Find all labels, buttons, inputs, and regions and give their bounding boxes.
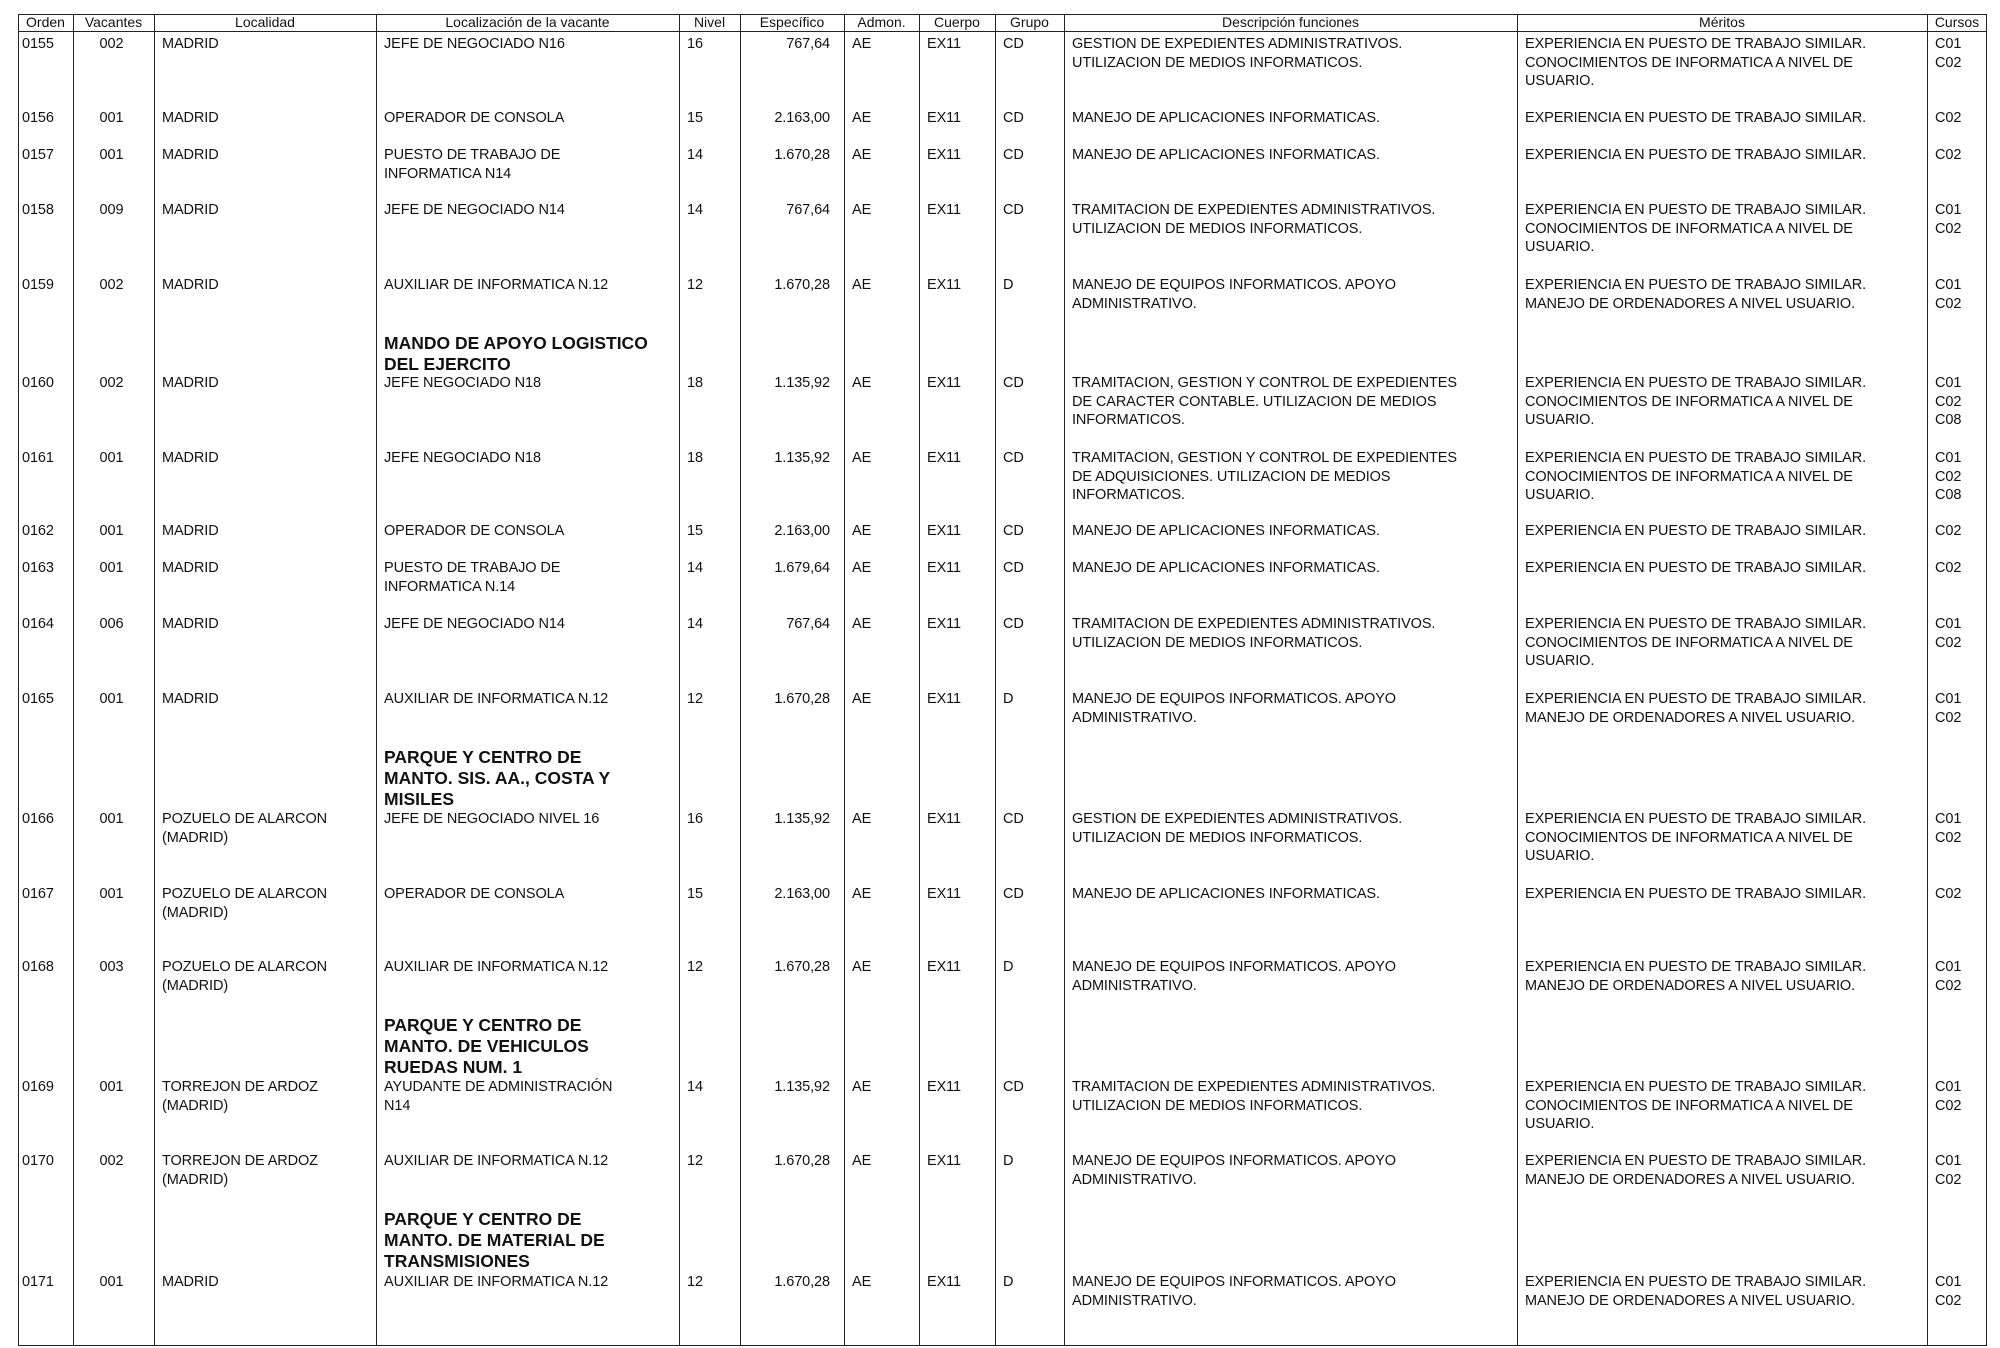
column-divider	[919, 14, 920, 1346]
cell-descripcion: MANEJO DE EQUIPOS INFORMATICOS. APOYO ADMINISTRATIVO.	[1072, 691, 1396, 726]
cell-admon: AE	[852, 959, 872, 975]
cell-localidad: MADRID	[162, 450, 219, 466]
cell-admon: AE	[852, 36, 872, 52]
cell-descripcion: MANEJO DE EQUIPOS INFORMATICOS. APOYO ADMINISTRATIVO.	[1072, 1153, 1396, 1188]
cell-puesto: JEFE DE NEGOCIADO N14	[384, 616, 565, 632]
cell-puesto: JEFE DE NEGOCIADO N16	[384, 36, 565, 52]
cell-puesto: OPERADOR DE CONSOLA	[384, 886, 565, 902]
cell-grupo: D	[1003, 959, 1014, 975]
cell-descripcion: TRAMITACION DE EXPEDIENTES ADMINISTRATIVOS. UTILIZACION DE MEDIOS INFORMATICOS.	[1072, 1079, 1436, 1114]
cell-cuerpo: EX11	[927, 959, 961, 975]
cell-admon: AE	[852, 110, 872, 126]
cell-orden: 0158	[22, 202, 54, 218]
cell-descripcion: TRAMITACION, GESTION Y CONTROL DE EXPEDIENTES DE CARACTER CONTABLE. UTILIZACION DE MEDIOS INFORMATICOS.	[1072, 375, 1457, 429]
cell-meritos: EXPERIENCIA EN PUESTO DE TRABAJO SIMILAR.	[1525, 110, 1867, 126]
cell-admon: AE	[852, 1153, 872, 1169]
column-header-cuerpo: Cuerpo	[934, 14, 980, 30]
cell-orden: 0157	[22, 147, 54, 163]
cell-vacantes: 002	[99, 277, 124, 293]
cell-orden: 0161	[22, 450, 54, 466]
cell-puesto: AUXILIAR DE INFORMATICA N.12	[384, 1153, 609, 1169]
cell-admon: AE	[852, 523, 872, 539]
cell-grupo: CD	[1003, 811, 1024, 827]
cell-orden: 0171	[22, 1274, 54, 1290]
cell-cuerpo: EX11	[927, 277, 961, 293]
cell-descripcion: TRAMITACION, GESTION Y CONTROL DE EXPEDIENTES DE ADQUISICIONES. UTILIZACION DE MEDIOS INFORMATICOS.	[1072, 450, 1457, 504]
header-divider	[18, 31, 1987, 32]
cell-puesto: AYUDANTE DE ADMINISTRACIÓN N14	[384, 1079, 613, 1114]
cell-meritos: EXPERIENCIA EN PUESTO DE TRABAJO SIMILAR. CONOCIMIENTOS DE INFORMATICA A NIVEL DE USUARIO.	[1525, 375, 1867, 429]
cell-cursos: C02	[1935, 147, 1962, 163]
cell-grupo: D	[1003, 1274, 1014, 1290]
cell-nivel: 14	[687, 560, 703, 576]
cell-especifico: 1.135,92	[774, 375, 830, 391]
cell-grupo: CD	[1003, 202, 1024, 218]
cell-descripcion: MANEJO DE EQUIPOS INFORMATICOS. APOYO ADMINISTRATIVO.	[1072, 959, 1396, 994]
cell-nivel: 14	[687, 616, 703, 632]
cell-cursos: C01 C02	[1935, 36, 1962, 71]
cell-especifico: 1.135,92	[774, 811, 830, 827]
cell-especifico: 1.670,28	[774, 1153, 830, 1169]
cell-meritos: EXPERIENCIA EN PUESTO DE TRABAJO SIMILAR. CONOCIMIENTOS DE INFORMATICA A NIVEL DE USUARIO.	[1525, 811, 1867, 865]
cell-especifico: 1.135,92	[774, 1079, 830, 1095]
column-divider	[740, 14, 741, 1346]
cell-especifico: 1.670,28	[774, 147, 830, 163]
cell-orden: 0155	[22, 36, 54, 52]
cell-meritos: EXPERIENCIA EN PUESTO DE TRABAJO SIMILAR. MANEJO DE ORDENADORES A NIVEL USUARIO.	[1525, 959, 1867, 994]
cell-nivel: 15	[687, 523, 703, 539]
cell-descripcion: TRAMITACION DE EXPEDIENTES ADMINISTRATIVOS. UTILIZACION DE MEDIOS INFORMATICOS.	[1072, 202, 1436, 237]
cell-especifico: 1.670,28	[774, 1274, 830, 1290]
cell-especifico: 2.163,00	[774, 523, 830, 539]
cell-cursos: C01 C02 C08	[1935, 375, 1962, 429]
cell-nivel: 15	[687, 110, 703, 126]
cell-vacantes: 001	[99, 523, 124, 539]
cell-nivel: 18	[687, 375, 703, 391]
column-divider	[1517, 14, 1518, 1346]
cell-cursos: C01 C02 C08	[1935, 450, 1962, 504]
cell-puesto: AUXILIAR DE INFORMATICA N.12	[384, 959, 609, 975]
cell-grupo: CD	[1003, 375, 1024, 391]
cell-cuerpo: EX11	[927, 560, 961, 576]
cell-vacantes: 001	[99, 691, 124, 707]
column-divider	[1064, 14, 1065, 1346]
cell-orden: 0159	[22, 277, 54, 293]
cell-meritos: EXPERIENCIA EN PUESTO DE TRABAJO SIMILAR. CONOCIMIENTOS DE INFORMATICA A NIVEL DE USUARIO.	[1525, 450, 1867, 504]
cell-admon: AE	[852, 375, 872, 391]
cell-grupo: D	[1003, 691, 1014, 707]
cell-cursos: C01 C02	[1935, 277, 1962, 312]
column-header-meritos: Méritos	[1699, 14, 1745, 30]
cell-localidad: MADRID	[162, 1274, 219, 1290]
cell-localidad: MADRID	[162, 147, 219, 163]
cell-localidad: TORREJON DE ARDOZ (MADRID)	[162, 1153, 318, 1188]
cell-admon: AE	[852, 202, 872, 218]
cell-nivel: 12	[687, 691, 703, 707]
cell-nivel: 12	[687, 1153, 703, 1169]
cell-puesto: PUESTO DE TRABAJO DE INFORMATICA N14	[384, 147, 561, 182]
cell-meritos: EXPERIENCIA EN PUESTO DE TRABAJO SIMILAR.	[1525, 523, 1867, 539]
cell-admon: AE	[852, 616, 872, 632]
cell-localidad: MADRID	[162, 691, 219, 707]
cell-admon: AE	[852, 277, 872, 293]
cell-vacantes: 002	[99, 36, 124, 52]
cell-localidad: MADRID	[162, 375, 219, 391]
cell-orden: 0170	[22, 1153, 54, 1169]
cell-cursos: C01 C02	[1935, 959, 1962, 994]
cell-especifico: 1.135,92	[774, 450, 830, 466]
section-heading: PARQUE Y CENTRO DE MANTO. DE MATERIAL DE TRANSMISIONES	[384, 1209, 605, 1271]
cell-vacantes: 006	[99, 616, 124, 632]
column-divider	[154, 14, 155, 1346]
cell-especifico: 1.670,28	[774, 277, 830, 293]
cell-localidad: POZUELO DE ALARCON (MADRID)	[162, 959, 327, 994]
cell-especifico: 1.670,28	[774, 691, 830, 707]
cell-grupo: CD	[1003, 523, 1024, 539]
cell-nivel: 15	[687, 886, 703, 902]
column-header-localidad: Localidad	[235, 14, 295, 30]
cell-vacantes: 002	[99, 375, 124, 391]
cell-puesto: PUESTO DE TRABAJO DE INFORMATICA N.14	[384, 560, 561, 595]
cell-puesto: JEFE DE NEGOCIADO N14	[384, 202, 565, 218]
cell-admon: AE	[852, 147, 872, 163]
cell-meritos: EXPERIENCIA EN PUESTO DE TRABAJO SIMILAR.	[1525, 560, 1867, 576]
column-header-cursos: Cursos	[1934, 14, 1980, 30]
cell-cuerpo: EX11	[927, 202, 961, 218]
cell-meritos: EXPERIENCIA EN PUESTO DE TRABAJO SIMILAR. CONOCIMIENTOS DE INFORMATICA A NIVEL DE USUARIO.	[1525, 616, 1867, 670]
cell-cursos: C01 C02	[1935, 1153, 1962, 1188]
cell-vacantes: 001	[99, 560, 124, 576]
cell-localidad: MADRID	[162, 560, 219, 576]
column-divider	[376, 14, 377, 1346]
cell-localidad: MADRID	[162, 202, 219, 218]
cell-grupo: CD	[1003, 110, 1024, 126]
cell-grupo: CD	[1003, 450, 1024, 466]
cell-nivel: 16	[687, 811, 703, 827]
cell-grupo: D	[1003, 277, 1014, 293]
cell-grupo: CD	[1003, 36, 1024, 52]
column-header-puesto: Localización de la vacante	[445, 14, 610, 30]
cell-especifico: 1.670,28	[774, 959, 830, 975]
cell-descripcion: TRAMITACION DE EXPEDIENTES ADMINISTRATIVOS. UTILIZACION DE MEDIOS INFORMATICOS.	[1072, 616, 1436, 651]
cell-descripcion: MANEJO DE EQUIPOS INFORMATICOS. APOYO ADMINISTRATIVO.	[1072, 277, 1396, 312]
cell-cursos: C02	[1935, 886, 1962, 902]
cell-grupo: D	[1003, 1153, 1014, 1169]
cell-localidad: MADRID	[162, 36, 219, 52]
cell-nivel: 14	[687, 1079, 703, 1095]
cell-cuerpo: EX11	[927, 886, 961, 902]
cell-puesto: JEFE NEGOCIADO N18	[384, 375, 541, 391]
column-divider	[1927, 14, 1928, 1346]
cell-localidad: MADRID	[162, 110, 219, 126]
cell-puesto: AUXILIAR DE INFORMATICA N.12	[384, 277, 609, 293]
cell-cursos: C01 C02	[1935, 1274, 1962, 1309]
cell-descripcion: MANEJO DE APLICACIONES INFORMATICAS.	[1072, 560, 1380, 576]
cell-meritos: EXPERIENCIA EN PUESTO DE TRABAJO SIMILAR. CONOCIMIENTOS DE INFORMATICA A NIVEL DE USUARIO.	[1525, 202, 1867, 256]
cell-grupo: CD	[1003, 147, 1024, 163]
section-heading: MANDO DE APOYO LOGISTICO DEL EJERCITO	[384, 333, 648, 374]
cell-cursos: C01 C02	[1935, 616, 1962, 651]
cell-descripcion: MANEJO DE EQUIPOS INFORMATICOS. APOYO ADMINISTRATIVO.	[1072, 1274, 1396, 1309]
cell-especifico: 2.163,00	[774, 110, 830, 126]
cell-cuerpo: EX11	[927, 1274, 961, 1290]
cell-cursos: C02	[1935, 110, 1962, 126]
column-divider	[679, 14, 680, 1346]
cell-grupo: CD	[1003, 616, 1024, 632]
cell-orden: 0160	[22, 375, 54, 391]
column-header-vacantes: Vacantes	[84, 14, 143, 30]
cell-localidad: TORREJON DE ARDOZ (MADRID)	[162, 1079, 318, 1114]
cell-meritos: EXPERIENCIA EN PUESTO DE TRABAJO SIMILAR. CONOCIMIENTOS DE INFORMATICA A NIVEL DE USUARIO.	[1525, 1079, 1867, 1133]
cell-cursos: C01 C02	[1935, 691, 1962, 726]
section-heading: PARQUE Y CENTRO DE MANTO. SIS. AA., COSTA Y MISILES	[384, 747, 611, 809]
cell-meritos: EXPERIENCIA EN PUESTO DE TRABAJO SIMILAR.	[1525, 886, 1867, 902]
cell-meritos: EXPERIENCIA EN PUESTO DE TRABAJO SIMILAR. MANEJO DE ORDENADORES A NIVEL USUARIO.	[1525, 1274, 1867, 1309]
cell-admon: AE	[852, 886, 872, 902]
cell-admon: AE	[852, 450, 872, 466]
cell-nivel: 12	[687, 277, 703, 293]
cell-puesto: JEFE NEGOCIADO N18	[384, 450, 541, 466]
cell-vacantes: 001	[99, 811, 124, 827]
cell-especifico: 2.163,00	[774, 886, 830, 902]
cell-orden: 0168	[22, 959, 54, 975]
cell-descripcion: GESTION DE EXPEDIENTES ADMINISTRATIVOS. UTILIZACION DE MEDIOS INFORMATICOS.	[1072, 811, 1403, 846]
cell-vacantes: 001	[99, 886, 124, 902]
cell-orden: 0165	[22, 691, 54, 707]
cell-descripcion: GESTION DE EXPEDIENTES ADMINISTRATIVOS. UTILIZACION DE MEDIOS INFORMATICOS.	[1072, 36, 1403, 71]
cell-vacantes: 002	[99, 1153, 124, 1169]
cell-especifico: 767,64	[786, 616, 830, 632]
cell-cursos: C01 C02	[1935, 202, 1962, 237]
cell-puesto: AUXILIAR DE INFORMATICA N.12	[384, 1274, 609, 1290]
cell-descripcion: MANEJO DE APLICACIONES INFORMATICAS.	[1072, 110, 1380, 126]
cell-cuerpo: EX11	[927, 523, 961, 539]
cell-localidad: MADRID	[162, 277, 219, 293]
cell-meritos: EXPERIENCIA EN PUESTO DE TRABAJO SIMILAR. MANEJO DE ORDENADORES A NIVEL USUARIO.	[1525, 277, 1867, 312]
cell-grupo: CD	[1003, 1079, 1024, 1095]
cell-grupo: CD	[1003, 886, 1024, 902]
cell-meritos: EXPERIENCIA EN PUESTO DE TRABAJO SIMILAR. MANEJO DE ORDENADORES A NIVEL USUARIO.	[1525, 691, 1867, 726]
cell-cuerpo: EX11	[927, 616, 961, 632]
cell-cuerpo: EX11	[927, 1079, 961, 1095]
column-divider	[844, 14, 845, 1346]
cell-orden: 0169	[22, 1079, 54, 1095]
cell-meritos: EXPERIENCIA EN PUESTO DE TRABAJO SIMILAR. MANEJO DE ORDENADORES A NIVEL USUARIO.	[1525, 1153, 1867, 1188]
column-header-descripcion: Descripción funciones	[1222, 14, 1359, 30]
cell-especifico: 767,64	[786, 202, 830, 218]
cell-vacantes: 001	[99, 147, 124, 163]
column-header-grupo: Grupo	[1010, 14, 1049, 30]
cell-especifico: 767,64	[786, 36, 830, 52]
cell-vacantes: 001	[99, 450, 124, 466]
cell-cursos: C02	[1935, 523, 1962, 539]
column-divider	[995, 14, 996, 1346]
cell-vacantes: 009	[99, 202, 124, 218]
cell-vacantes: 003	[99, 959, 124, 975]
cell-vacantes: 001	[99, 110, 124, 126]
cell-cuerpo: EX11	[927, 691, 961, 707]
cell-orden: 0166	[22, 811, 54, 827]
cell-nivel: 12	[687, 1274, 703, 1290]
column-header-nivel: Nivel	[693, 14, 726, 30]
cell-grupo: CD	[1003, 560, 1024, 576]
cell-nivel: 18	[687, 450, 703, 466]
cell-vacantes: 001	[99, 1274, 124, 1290]
cell-descripcion: MANEJO DE APLICACIONES INFORMATICAS.	[1072, 523, 1380, 539]
cell-orden: 0156	[22, 110, 54, 126]
column-header-orden: Orden	[26, 14, 65, 30]
cell-nivel: 12	[687, 959, 703, 975]
cell-cursos: C01 C02	[1935, 1079, 1962, 1114]
cell-cuerpo: EX11	[927, 147, 961, 163]
cell-admon: AE	[852, 811, 872, 827]
cell-localidad: POZUELO DE ALARCON (MADRID)	[162, 811, 327, 846]
cell-admon: AE	[852, 1274, 872, 1290]
cell-puesto: JEFE DE NEGOCIADO NIVEL 16	[384, 811, 600, 827]
cell-meritos: EXPERIENCIA EN PUESTO DE TRABAJO SIMILAR. CONOCIMIENTOS DE INFORMATICA A NIVEL DE USUARIO.	[1525, 36, 1867, 90]
cell-localidad: MADRID	[162, 616, 219, 632]
column-header-especifico: Específico	[759, 14, 825, 30]
cell-cuerpo: EX11	[927, 110, 961, 126]
cell-cuerpo: EX11	[927, 450, 961, 466]
cell-admon: AE	[852, 691, 872, 707]
cell-orden: 0163	[22, 560, 54, 576]
cell-nivel: 14	[687, 147, 703, 163]
column-header-admon: Admon.	[857, 14, 906, 30]
cell-orden: 0164	[22, 616, 54, 632]
cell-cuerpo: EX11	[927, 375, 961, 391]
cell-localidad: POZUELO DE ALARCON (MADRID)	[162, 886, 327, 921]
cell-puesto: OPERADOR DE CONSOLA	[384, 110, 565, 126]
cell-localidad: MADRID	[162, 523, 219, 539]
cell-orden: 0162	[22, 523, 54, 539]
cell-cuerpo: EX11	[927, 1153, 961, 1169]
cell-descripcion: MANEJO DE APLICACIONES INFORMATICAS.	[1072, 886, 1380, 902]
cell-descripcion: MANEJO DE APLICACIONES INFORMATICAS.	[1072, 147, 1380, 163]
cell-cuerpo: EX11	[927, 36, 961, 52]
cell-puesto: AUXILIAR DE INFORMATICA N.12	[384, 691, 609, 707]
cell-puesto: OPERADOR DE CONSOLA	[384, 523, 565, 539]
cell-admon: AE	[852, 1079, 872, 1095]
section-heading: PARQUE Y CENTRO DE MANTO. DE VEHICULOS RUEDAS NUM. 1	[384, 1015, 589, 1077]
cell-meritos: EXPERIENCIA EN PUESTO DE TRABAJO SIMILAR.	[1525, 147, 1867, 163]
cell-vacantes: 001	[99, 1079, 124, 1095]
cell-cursos: C01 C02	[1935, 811, 1962, 846]
cell-nivel: 14	[687, 202, 703, 218]
cell-nivel: 16	[687, 36, 703, 52]
cell-cursos: C02	[1935, 560, 1962, 576]
cell-especifico: 1.679,64	[774, 560, 830, 576]
cell-orden: 0167	[22, 886, 54, 902]
cell-admon: AE	[852, 560, 872, 576]
cell-cuerpo: EX11	[927, 811, 961, 827]
